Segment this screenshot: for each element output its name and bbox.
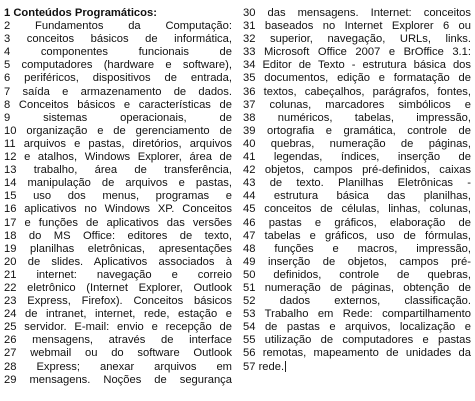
line-text: uso dos menus, programas e — [33, 190, 232, 203]
text-line — [243, 72, 471, 85]
line-text: de intranet, internet, rede, estação e — [25, 308, 232, 321]
line-number: 36 — [243, 85, 264, 98]
text-line — [243, 295, 471, 308]
line-text: eletrônico (Internet Explorer, Outlook — [27, 281, 232, 294]
text-line — [243, 282, 471, 295]
line-number: 22 — [4, 281, 28, 294]
line-number: 21 — [4, 268, 37, 281]
right-column-lines — [243, 7, 471, 374]
line-text: Microsoft Office 2007 e BrOffice 3.1: — [263, 46, 471, 59]
line-number: 46 — [243, 216, 269, 229]
line-number: 44 — [243, 190, 274, 203]
line-number: 16 — [4, 203, 25, 216]
line-number: 4 — [4, 46, 41, 59]
text-line — [243, 125, 471, 138]
text-line — [4, 334, 232, 347]
line-number: 7 — [4, 85, 23, 98]
line-number: 41 — [243, 151, 274, 164]
text-line — [243, 361, 471, 374]
text-line — [4, 347, 232, 360]
text-line — [4, 33, 232, 46]
line-number: 24 — [4, 308, 26, 321]
text-line — [4, 177, 232, 190]
title-text: Conteúdos Programáticos: — [13, 7, 157, 19]
line-text: webmail ou do software Outlook — [30, 347, 232, 360]
text-line — [243, 347, 471, 360]
line-number: 53 — [243, 308, 265, 321]
line-number: 47 — [243, 229, 265, 242]
line-text: funções e macros, impressão, — [274, 242, 471, 255]
line-number: 39 — [243, 124, 267, 137]
line-number: 32 — [243, 33, 270, 46]
line-text: periféricos, dispositivos de entrada, — [24, 72, 232, 85]
text-line — [243, 256, 471, 269]
text-line — [4, 125, 232, 138]
line-number: 31 — [243, 20, 265, 33]
line-number: 2 — [4, 20, 36, 33]
line-number: 34 — [243, 59, 263, 72]
line-number: 37 — [243, 98, 270, 111]
line-number: 12 — [4, 151, 25, 164]
line-number: 48 — [243, 242, 275, 255]
line-number: 18 — [4, 229, 29, 242]
line-text: tabelas e gráficos, uso de fórmulas, — [264, 229, 471, 242]
line-number: 29 — [4, 373, 30, 386]
line-text: conceitos básicos de informática, — [26, 33, 232, 46]
text-line — [4, 308, 232, 321]
line-number: 11 — [4, 137, 24, 150]
text-line — [243, 321, 471, 334]
text-line — [243, 230, 471, 243]
line-number: 20 — [4, 255, 28, 268]
text-line — [4, 243, 232, 256]
line-text: pastas e gráficos, elaboração de — [268, 216, 471, 229]
text-line — [243, 138, 471, 151]
line-text: quebras, numeração de páginas, — [270, 137, 471, 150]
text-line — [243, 190, 471, 203]
line-text: de slides. Aplicativos associados à — [27, 255, 232, 268]
line-text: computadores (hardware e software), — [21, 59, 232, 72]
line-text: documentos, edição e formatação de — [264, 72, 471, 85]
line-text: trabalho, área de transferência, — [33, 164, 232, 177]
text-line — [4, 20, 232, 33]
line-number: 27 — [4, 347, 31, 360]
line-number: 3 — [4, 33, 27, 46]
line-number: 51 — [243, 281, 265, 294]
line-text: Express; anexar arquivos em — [36, 360, 232, 373]
line-number: 23 — [4, 295, 28, 308]
line-number: 15 — [4, 190, 34, 203]
text-line — [4, 374, 232, 387]
line-text: aplicativos no Windows XP. Conceitos — [24, 203, 232, 216]
line-text: textos, cabeçalhos, parágrafos, fontes, — [263, 85, 471, 98]
line-number: 9 — [4, 111, 44, 124]
line-text: remotas, mapeamento de unidades da — [262, 347, 471, 360]
right-column — [243, 7, 471, 401]
text-line — [243, 86, 471, 99]
line-text: dados externos, classificação. — [279, 295, 471, 308]
line-text: de pastas e arquivos, localização e — [264, 321, 471, 334]
line-number: 14 — [4, 177, 28, 190]
line-text: servidor. E-mail: envio e recepção de — [24, 321, 232, 334]
line-text: numéricos, tabelas, impressão, — [277, 111, 471, 124]
text-cursor — [285, 361, 286, 372]
line-text: componentes funcionais de — [40, 46, 232, 59]
line-number: 13 — [4, 164, 34, 177]
line-text: organização e de gerenciamento de — [26, 124, 232, 137]
line-text: saída e armazenamento de dados. — [22, 85, 232, 98]
line-text: Express, Firefox). Conceitos básicos — [27, 295, 232, 308]
text-line — [4, 59, 232, 72]
line-text: sistemas operacionais, de — [43, 111, 232, 124]
text-line — [4, 164, 232, 177]
text-line — [243, 217, 471, 230]
text-line — [243, 269, 471, 282]
text-line — [243, 164, 471, 177]
text-line — [4, 151, 232, 164]
text-line — [4, 46, 232, 59]
line-number: 28 — [4, 360, 37, 373]
line-number: 25 — [4, 321, 25, 334]
text-line — [243, 46, 471, 59]
line-text: numeração de páginas, obtenção de — [264, 281, 471, 294]
line-number: 50 — [243, 268, 274, 281]
text-line — [243, 59, 471, 72]
line-number: 26 — [4, 334, 33, 347]
line-number: 40 — [243, 137, 271, 150]
line-text: do MS Office: editores de texto, — [28, 229, 232, 242]
text-line — [243, 7, 471, 20]
section-title — [4, 7, 232, 20]
line-text: estrutura básica das planilhas, — [273, 190, 471, 203]
line-number: 54 — [243, 321, 265, 334]
text-line — [243, 20, 471, 33]
line-number: 30 — [243, 7, 268, 19]
text-line — [243, 308, 471, 321]
text-line — [4, 217, 232, 230]
line-text: baseados no Internet Explorer 6 ou — [264, 20, 471, 33]
text-line — [243, 112, 471, 125]
text-line — [243, 243, 471, 256]
text-line — [4, 99, 232, 112]
line-number: 55 — [243, 334, 265, 347]
text-line — [4, 86, 232, 99]
line-text: arquivos e pastas, diretórios, arquivos — [23, 137, 232, 150]
text-line — [243, 203, 471, 216]
line-text: conceitos de células, linhas, colunas, — [264, 203, 471, 216]
line-number: 35 — [243, 72, 265, 85]
line-text: objetos, campos pré-definidos, caixas — [264, 164, 471, 177]
line-number: 38 — [243, 111, 278, 124]
line-number: 52 — [243, 295, 280, 308]
line-number: 43 — [243, 177, 270, 190]
left-column — [4, 7, 232, 401]
line-text: ortografia e gramática, controle de — [266, 124, 471, 137]
line-text: inserção de objetos, campos pré- — [267, 255, 471, 268]
line-number: 6 — [4, 72, 25, 85]
line-number: 19 — [4, 242, 31, 255]
line-text: internet: navegação e correio — [36, 268, 232, 281]
text-line — [4, 269, 232, 282]
line-number: 17 — [4, 216, 25, 229]
line-text: definidos, controle de quebras, — [273, 268, 471, 281]
text-line — [243, 99, 471, 112]
line-number: 49 — [243, 255, 268, 268]
line-text: colunas, marcadores simbólicos e — [269, 98, 471, 111]
line-text: utilização de computadores e pastas — [264, 334, 471, 347]
text-line — [4, 138, 232, 151]
line-text: manipulação de arquivos e pastas, — [27, 177, 232, 190]
text-line — [243, 151, 471, 164]
text-line — [4, 321, 232, 334]
line-number: 45 — [243, 203, 265, 216]
left-column-lines — [4, 20, 232, 387]
text-line — [4, 361, 232, 374]
line-text: Trabalho em Rede: compartilhamento — [264, 308, 471, 321]
line-text: mensagens. Noções de segurança — [29, 373, 232, 386]
line-text: planilhas eletrônicas, apresentações — [30, 242, 232, 255]
text-line — [4, 282, 232, 295]
line-text: Fundamentos da Computação: — [35, 20, 232, 33]
text-line — [4, 72, 232, 85]
text-line — [4, 230, 232, 243]
line-number: 33 — [243, 46, 264, 59]
text-line — [4, 112, 232, 125]
text-line — [243, 177, 471, 190]
line-number: 5 — [4, 59, 22, 72]
line-text: rede. — [258, 360, 285, 373]
line-number: 42 — [243, 164, 265, 177]
text-line — [4, 256, 232, 269]
line-text: legendas, índices, inserção de — [273, 151, 471, 164]
line-number: 1 — [4, 7, 14, 19]
line-text: superior, navegação, URLs, links. — [270, 33, 471, 46]
text-line — [4, 190, 232, 203]
line-number: 8 — [4, 98, 19, 111]
line-text: e funções de aplicativos das versões — [24, 216, 232, 229]
line-number: 56 — [243, 347, 263, 360]
line-text: Conceitos básicos e características de — [18, 98, 232, 111]
line-text: mensagens, através de interface — [32, 334, 232, 347]
text-line — [243, 33, 471, 46]
text-line — [4, 203, 232, 216]
line-number: 57 — [243, 360, 259, 373]
line-text: das mensagens. Internet: conceitos — [267, 7, 471, 19]
line-text: e atalhos, Windows Explorer, área de — [24, 151, 232, 164]
line-text: Editor de Texto - estrutura básica dos — [262, 59, 471, 72]
line-text: de texto. Planilhas Eletrônicas - — [269, 177, 471, 190]
line-number: 10 — [4, 124, 27, 137]
text-line — [243, 334, 471, 347]
text-line — [4, 295, 232, 308]
